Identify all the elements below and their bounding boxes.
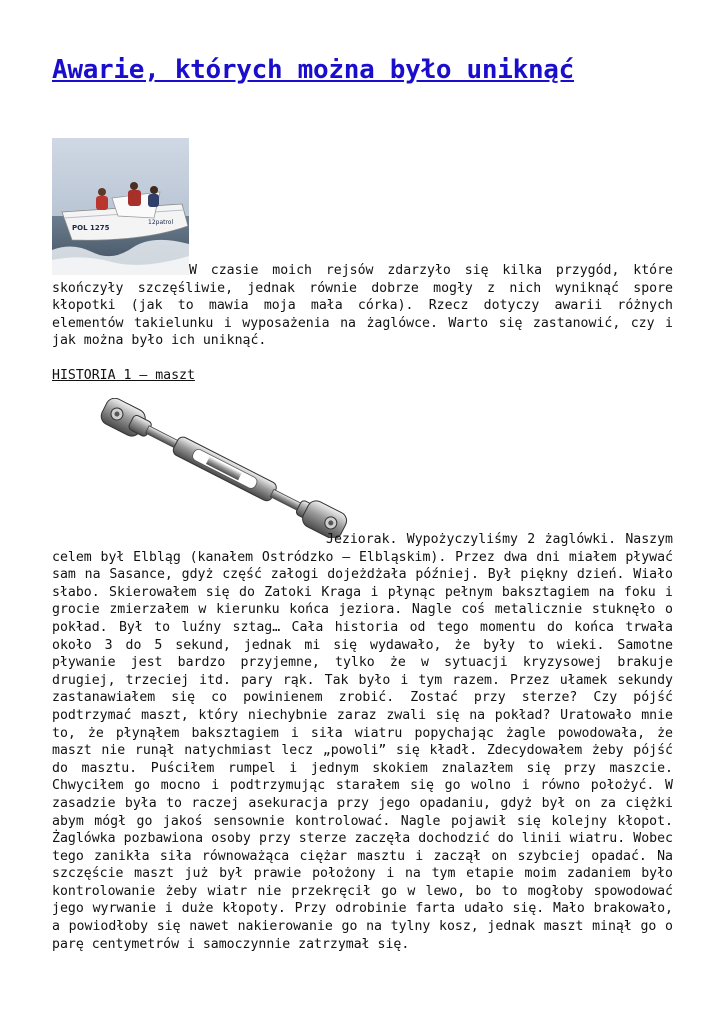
sailboat-crew-photo-icon	[52, 138, 189, 275]
boat-side-text: 12patrol	[148, 219, 174, 226]
article-title-link[interactable]: Awarie, których można było uniknąć	[52, 55, 575, 85]
story-paragraph: Jeziorak. Wypożyczyliśmy 2 żaglówki. Naszym celem był Elbląg (kanałem Ostródzko – Elbląskim). Przez dwa dni miałem pływać sam na Sasance, gdyż część załogi dojeżdżała później. Był piękny dzień. Wiało słabo. Skierowałem się do Zatoki Kraga i płynąc pełnym baksztagiem na foku i grocie zmierzałem w kierunku końca jeziora. Nagle coś metalicznie stuknęło o pokład. Był to luźny sztag… Cała historia od tego momentu do końca trwała około 3 do 5 sekund, jednak mi się wydawało, że były to wieki. Samotne pływanie jest bardzo przyjemne, tylko że w sytuacji kryzysowej brakuje drugiej, trzeciej itd. pary rąk. Tak było i tym razem. Przez ułamek sekundy zastanawiałem się co powinienem zrobić. Zostać przy sterze? Czy pójść podtrzymać maszt, który niechybnie zaraz zwali się na pokład? Uratowało mnie to, że płynąłem baksztagiem i siła wiatru popychając żagle powodowała, że maszt nie runął natychmiast lecz „powoli” się kładł. Zdecydowałem żeby pójść do masztu. Puściłem rumpel i jednym skokiem znalazłem się przy maszcie. Chwyciłem go mocno i podtrzymując starałem się go wolno i równo położyć. W zasadzie była to raczej asekuracja przy jego opadaniu, gdyż był on za ciężki abym mógł go jakoś sensownie kontrolować. Nagle pojawił się kolejny kłopot. Żaglówka pozbawiona osoby przy sterze zaczęła dochodzić do linii wiatru. Wobec tego zanikła siła równoważąca ciężar masztu i zaczął on szybciej opadać. Na szczęście maszt już był prawie położony i na tym etapie moim zadaniem było kontrolowanie żeby wiatr nie przekręcił go w lewo, bo to mogłoby spowodować jego wyrwanie i duże kłopoty. Przy odrobinie farta udało się. Mało brakowało, a powiodłoby się nawet nakierowanie go na tylny kosz, jednak maszt minął go o parę centymetrów i samoczynnie zatrzymał się.	[52, 532, 673, 952]
sailboat-photo	[52, 138, 189, 275]
section-heading: HISTORIA 1 – maszt	[52, 368, 195, 383]
intro-paragraph: W czasie moich rejsów zdarzyło się kilka przygód, które skończyły szczęśliwie, jednak równie dobrze mogły z nich wyniknąć spore kłopotki (jak to mawia moja mała córka). Rzecz dotyczy awarii różnych elementów takielunku i wyposażenia na żaglówce. Warto się zastanowić, czy i jak można było ich uniknąć.	[52, 263, 673, 349]
hull-number-text: POL 1275	[72, 224, 110, 232]
turnbuckle-rigging-screw-icon	[86, 398, 360, 538]
turnbuckle-photo	[86, 398, 360, 538]
